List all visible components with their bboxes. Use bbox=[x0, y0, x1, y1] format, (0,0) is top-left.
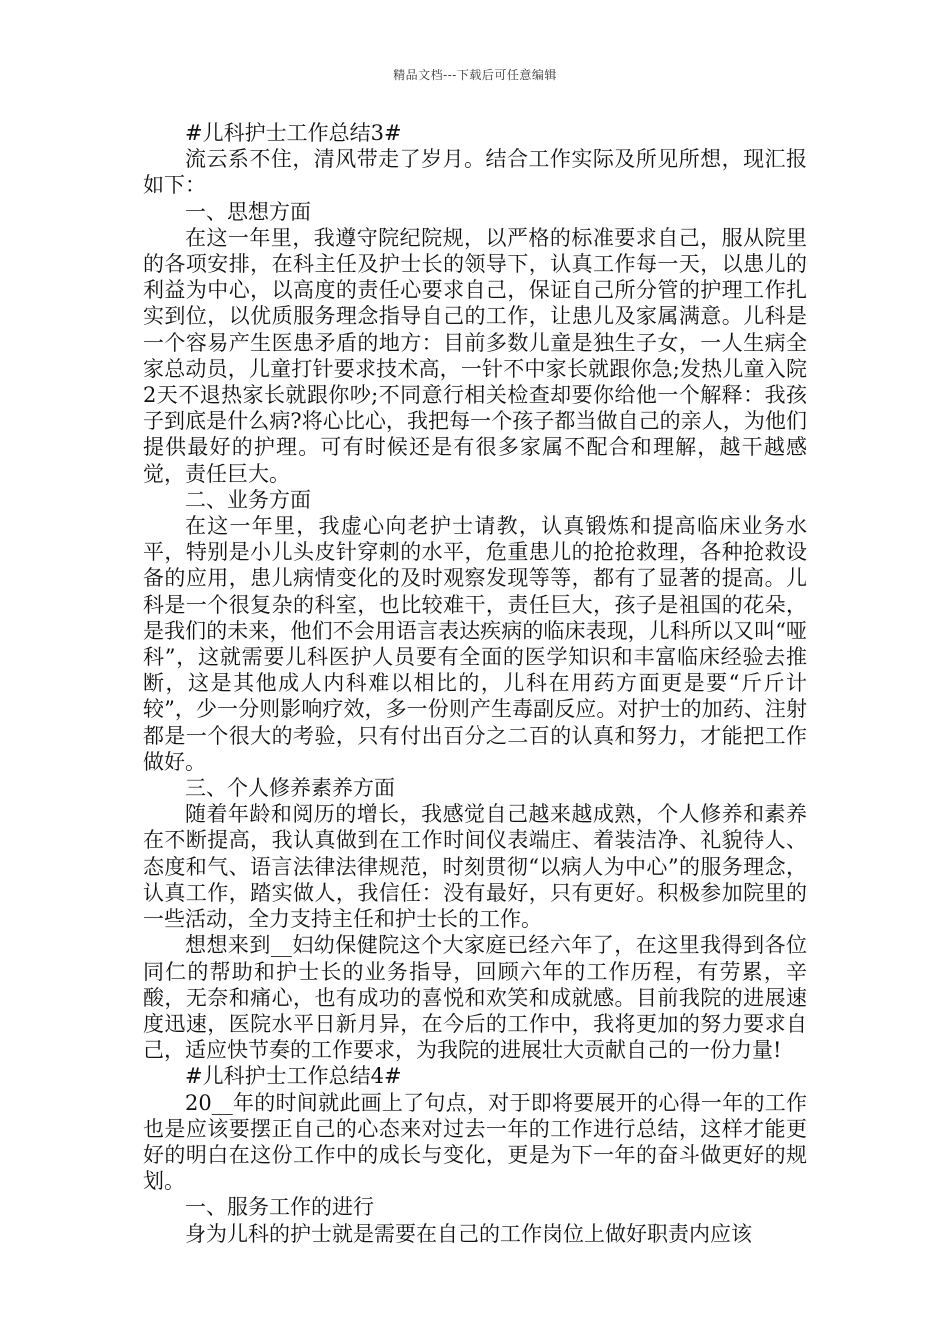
paragraph-thought: 在这一年里，我遵守院纪院规，以严格的标准要求自己，服从院里的各项安排，在科主任及护士长的领导下，认真工作每一天，以患儿的利益为中心，以高度的责任心要求自己，保证自己所分管的护理工作扎实到位，以优质服务理念指导自己的工作，让患儿及家属满意。儿科是一个容易产生医患矛盾的地方：目前多数儿童是独生子女，一人生病全家总动员，儿童打针要求技术高，一针不中家长就跟你急;发热儿童入院2天不退热家长就跟你吵;不同意行相关检查却要你给他一个解释：我孩子到底是什么病?将心比心，我把每一个孩子都当做自己的亲人，为他们提供最好的护理。可有时候还是有很多家属不配合和理解，越干越感觉，责任巨大。 bbox=[143, 225, 807, 486]
section-heading-4: #儿科护士工作总结4# bbox=[185, 1064, 402, 1089]
document-body bbox=[143, 120, 807, 1247]
paragraph-reflection: 想想来到__妇幼保健院这个大家庭已经六年了，在这里我得到各位同仁的帮助和护士长的业务指导，回顾六年的工作历程，有劳累，辛酸，无奈和痛心，也有成功的喜悦和欢笑和成就感。目前我院的进展速度迅速，医院水平日新月异，在今后的工作中，我将更加的努力要求自己，适应快节奏的工作要求，为我院的进展壮大贡献自己的一份力量! bbox=[143, 933, 807, 1063]
subheading-personal: 三、个人修养素养方面 bbox=[185, 776, 395, 801]
page-header: 精品文档---下载后可任意编辑 bbox=[393, 68, 557, 82]
paragraph-year-summary: 20__年的时间就此画上了句点，对于即将要展开的心得一年的工作也是应该要摆正自己的心态来对过去一年的工作进行总结，这样才能更好的明白在这份工作中的成长与变化，更是为下一年的奋斗做更好的规划。 bbox=[143, 1090, 807, 1194]
paragraph-service: 身为儿科的护士就是需要在自己的工作岗位上做好职责内应该 bbox=[185, 1221, 752, 1246]
paragraph-personal: 随着年龄和阅历的增长，我感觉自己越来越成熟，个人修养和素养在不断提高，我认真做到在工作时间仪表端庄、着装洁净、礼貌待人、态度和气、语言法律法律规范，时刻贯彻“以病人为中心”的服务理念，认真工作，踏实做人，我信任：没有最好，只有更好。积极参加院里的一些活动，全力支持主任和护士长的工作。 bbox=[143, 802, 807, 932]
subheading-business: 二、业务方面 bbox=[185, 487, 311, 512]
paragraph-business: 在这一年里，我虚心向老护士请教，认真锻炼和提高临床业务水平，特别是小儿头皮针穿刺的水平，危重患儿的抢抢救理，各种抢救设备的应用，患儿病情变化的及时观察发现等等，都有了显著的提高。儿科是一个很复杂的科室，也比较难干，责任巨大，孩子是祖国的花朵，是我们的未来，他们不会用语言表达疾病的临床表现，儿科所以又叫“哑科”，这就需要儿科医护人员要有全面的医学知识和丰富临床经验去推断，这是其他成人内科难以相比的，儿科在用药方面更是要“斤斤计较”，少一分则影响疗效，多一份则产生毒副反应。对护士的加药、注射都是一个很大的考验，只有付出百分之二百的认真和努力，才能把工作做好。 bbox=[143, 514, 807, 774]
subheading-service: 一、服务工作的进行 bbox=[185, 1195, 374, 1220]
intro-paragraph: 流云系不住，清风带走了岁月。结合工作实际及所见所想，现汇报如下： bbox=[143, 147, 807, 198]
section-heading-3: #儿科护士工作总结3# bbox=[185, 121, 402, 145]
subheading-thought: 一、思想方面 bbox=[185, 199, 311, 224]
